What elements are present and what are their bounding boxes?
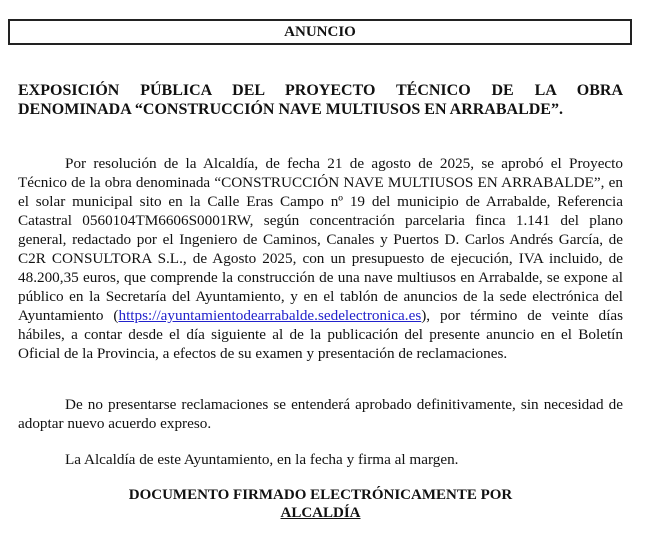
paragraph-resolution-text-end: ), por término de veinte días hábiles, a contar desde el día siguiente al de la publicación del presente anuncio en el Boletín Oficial de la Provincia, a efectos de su examen y presentación de reclamaciones. [18,307,624,362]
paragraph-resolution-text: Por resolución de la Alcaldía, de fecha 21 de agosto de 2025, se aprobó el Proyecto Técnico de la obra denominada “CONSTRUCCIÓN NAVE MULTIUSOS EN ARRABALDE”, en el solar municipal sito en la Calle Eras Campo nº 19 del municipio de Arrabalde, Referencia Catastral 0560104TM6606S0001RW, según concentración parcelaria finca 1.141 del plano general, redactado por el Ingeniero de Caminos, Canales y Puertos D. Carlos Andrés García, de C2R CONSULTORA S.L., de Agosto 2025, con un presupuesto de ejecución, IVA incluido, de 48.200,35 euros, que comprende la construcción de una nave multiusos en Arrabalde, se expone al público en la Secretaría del Ayuntamiento, y en el tablón de anuncios de la sede electrónica del Ayuntamiento ( [18,155,623,324]
signer-name: ALCALDÍA [280,505,361,521]
heading-line-1: EXPOSICIÓN PÚBLICA DEL PROYECTO TÉCNICO DE LA OBRA [18,82,623,99]
paragraph-no-claims: De no presentarse reclamaciones se entenderá aprobado definitivamente, sin necesidad de adoptar nuevo acuerdo expreso. [18,396,623,432]
announcement-title-box [8,19,632,45]
signature-line: DOCUMENTO FIRMADO ELECTRÓNICAMENTE POR [128,487,513,503]
paragraph-resolution [18,154,623,363]
heading-line-2: DENOMINADA “CONSTRUCCIÓN NAVE MULTIUSOS EN ARRABALDE”. [18,100,563,118]
paragraph-mayoralty: La Alcaldía de este Ayuntamiento, en la fecha y firma al margen. [65,451,459,468]
document-heading [18,82,623,119]
announcement-title: ANUNCIO [284,24,356,40]
signature-block [18,486,623,522]
sede-electronica-link[interactable]: https://ayuntamientodearrabalde.sedelectronica.es [118,307,422,324]
